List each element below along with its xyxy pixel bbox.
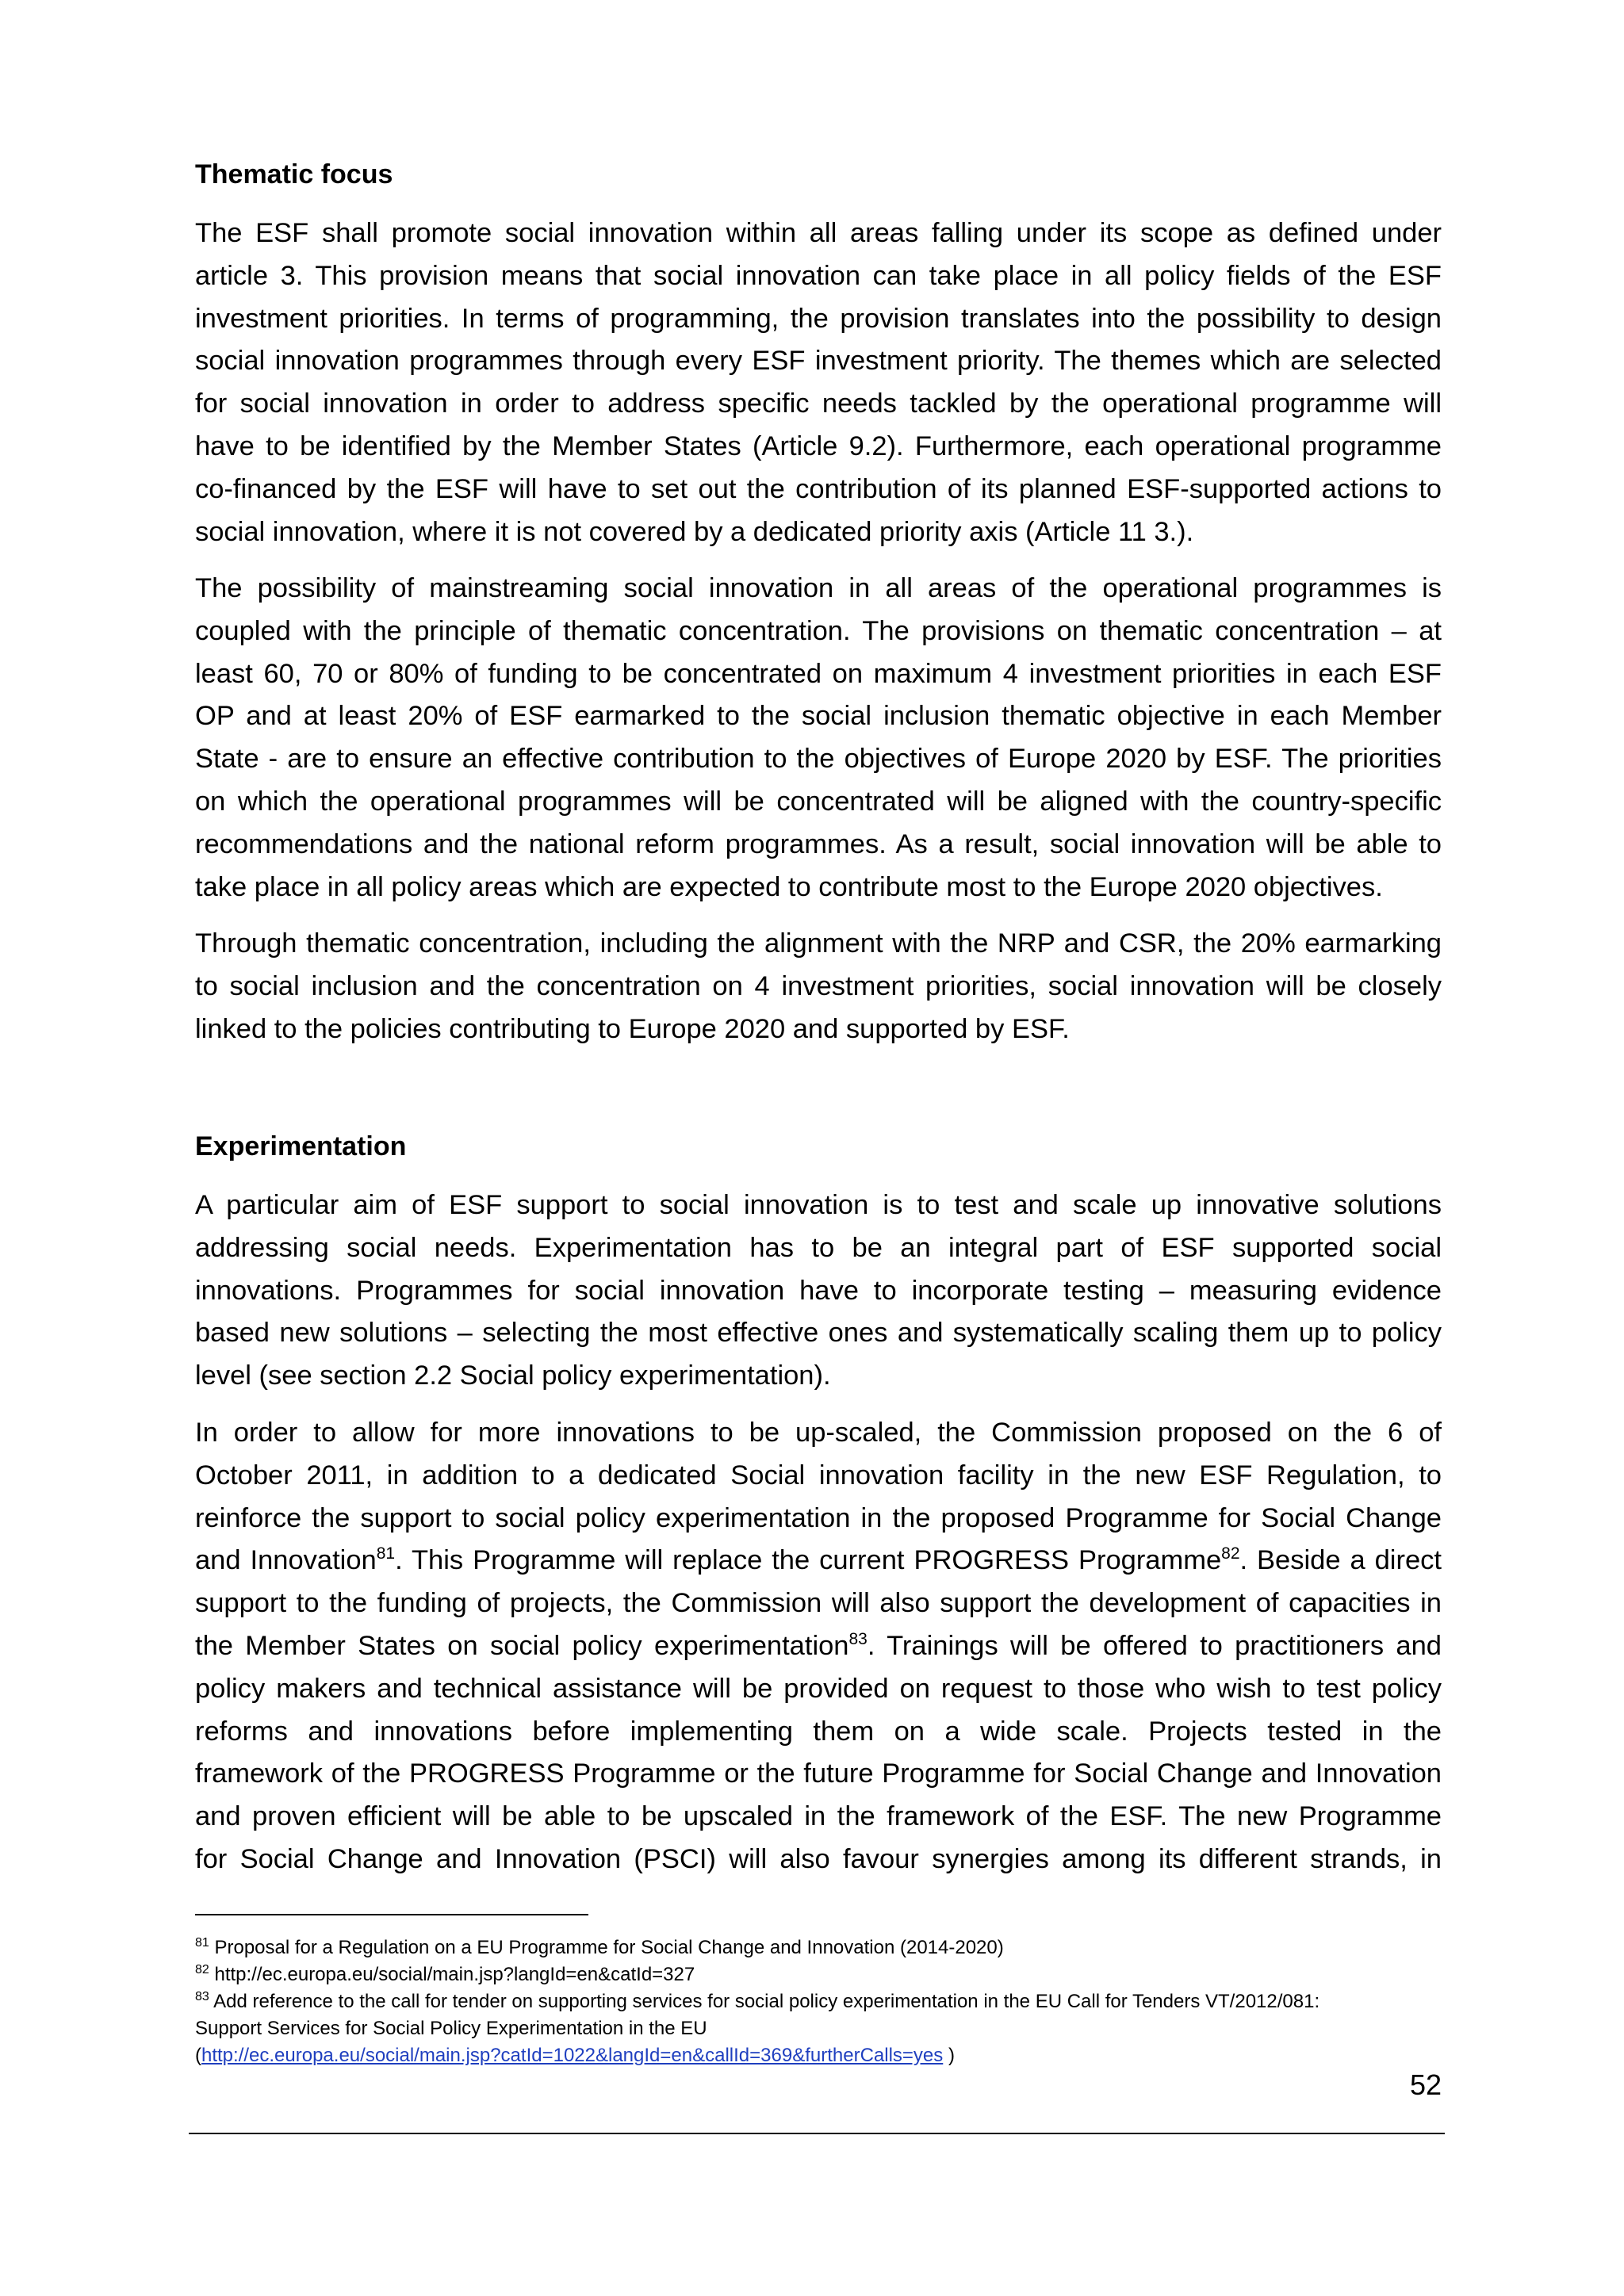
paragraph-thematic-3: Through thematic concentration, including the alignment with the NRP and CSR, the 20% earmarking to social inclusion and the concentration on 4 investment priorities, social innovation will be closely linked to the policies contributing to Europe 2020 and supported by ESF. [195,928,1442,1044]
paragraph-experimentation-1: A particular aim of ESF support to social innovation is to test and scale up innovative solutions addressing social needs. Experimentation has to be an integral part of ESF supported social innovations. Programmes for social innovation have to incorporate testing – measuring evidence based new solutions – selecting the most effective ones and systematically scaling them up to policy level (see section 2.2 Social policy experimentation). [195,1190,1442,1391]
footer-rule [189,2133,1445,2134]
heading-thematic-focus: Thematic focus [195,159,393,189]
footnote-83-continued: Support Services for Social Policy Experimentation in the EU [195,2018,707,2039]
footnote-83-link-line: (http://ec.europa.eu/social/main.jsp?catId=1022&langId=en&callId=369&furtherCalls=yes ) [195,2045,955,2066]
footnote-ref-81[interactable]: 81 [376,1544,396,1563]
footnote-83: $^{83}$ Add reference to the call for tender on supporting services for social policy experimentation in the EU Call for Tenders VT/2012/081: [195,1990,1320,2012]
paragraph-thematic-1: The ESF shall promote social innovation within all areas falling under its scope as defined under article 3. This provision means that social innovation can take place in all policy fields of the ESF investment priorities. In terms of programming, the provision translates into the possibility to design social innovation programmes through every ESF investment priority. The themes which are selected for social innovation in order to address specific needs tackled by the operational programme will have to be identified by the Member States (Article 9.2). Furthermore, each operational programme co-financed by the ESF will have to set out the contribution of its planned ESF-supported actions to social innovation, where it is not covered by a dedicated priority axis (Article 11 3.). [195,218,1442,547]
footnote-ref-83[interactable]: 83 [848,1629,868,1648]
footnote-ref-82[interactable]: 82 [1221,1544,1240,1563]
page-number: 52 [1409,2068,1442,2101]
line-with-footnotes-81-82: and Innovation$^{81}$. This Programme will replace the current PROGRESS Programme$^{82}$. Beside a direct [195,1544,1442,1576]
line-with-footnote-83: the Member States on social policy experimentation$^{83}$. Trainings will be offered to practitioners and [195,1629,1442,1661]
footnote-81: $^{81}$ Proposal for a Regulation on a EU Programme for Social Change and Innovation (2014-2020) [195,1936,1004,1958]
tender-call-link[interactable]: http://ec.europa.eu/social/main.jsp?catId=1022&langId=en&callId=369&furtherCalls=yes [201,2045,944,2066]
footnote-separator [195,1914,588,1915]
heading-experimentation: Experimentation [195,1131,407,1161]
paragraph-thematic-2: The possibility of mainstreaming social innovation in all areas of the operational programmes is coupled with the principle of thematic concentration. The provisions on thematic concentration – at least 60, 70 or 80% of funding to be concentrated on maximum 4 investment priorities in each ESF OP and at least 20% of ESF earmarked to the social inclusion thematic objective in each Member State - are to ensure an effective contribution to the objectives of Europe 2020 by ESF. The priorities on which the operational programmes will be concentrated will be aligned with the country-specific recommendations and the national reform programmes. As a result, social innovation will be able to take place in all policy areas which are expected to contribute most to the Europe 2020 objectives. [195,573,1442,902]
document-page [195,0,1442,2296]
footnote-82: $^{82}$ http://ec.europa.eu/social/main.jsp?langId=en&catId=327 [195,1963,695,1985]
paragraph-experimentation-2: In order to allow for more innovations to be up-scaled, the Commission proposed on the 6 of October 2011, in addition to a dedicated Social innovation facility in the new ESF Regulation, to reinforce the support to social policy experimentation in the proposed Programme for Social Change and Innovation$^{81}$. This Programme will replace the current PROGRESS Programme$^{82}$. Beside a direct support to the funding of projects, the Commission will also support the development of capacities in the Member States on social policy experimentation$^{83}$. Trainings will be offered to practitioners and policy makers and technical assistance will be provided on request to those who wish to test policy reforms and innovations before implementing them on a wide scale. Projects tested in the framework of the PROGRESS Programme or the future Programme for Social Change and Innovation and proven efficient will be able to be upscaled in the framework of the ESF. The new Programme for Social Change and Innovation (PSCI) will also favour synergies among its different strands, in [195,1418,1442,1874]
